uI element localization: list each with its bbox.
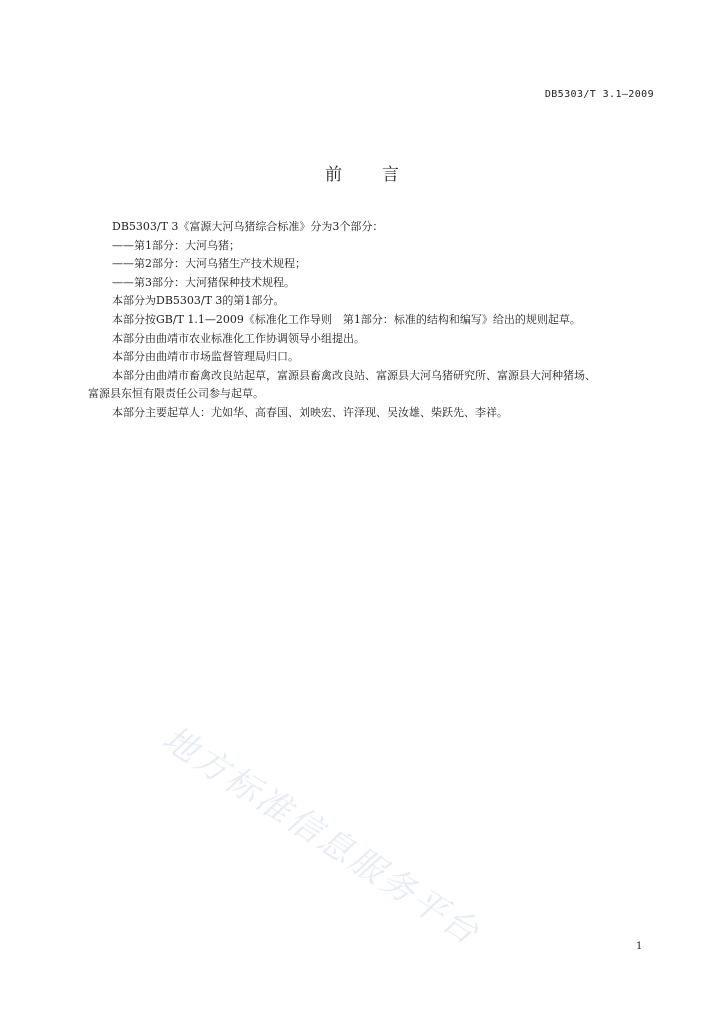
foreword-body xyxy=(88,218,668,423)
title-char-2: 言 xyxy=(382,165,399,185)
paragraph: 本部分由曲靖市畜禽改良站起草，富源县畜禽改良站、富源县大河乌猪研究所、富源县大河种猪场、 xyxy=(112,368,596,382)
watermark: 地方标准信息服务平台 xyxy=(155,718,488,954)
paragraph: DB5303/T 3《富源大河乌猪综合标准》分为3个部分： xyxy=(112,220,384,233)
page-title xyxy=(0,160,724,185)
paragraph: 本部分按GB/T 1.1—2009《标准化工作导则 第1部分：标准的结构和编写》给出的规则起草。 xyxy=(112,312,581,326)
document-code: DB5303/T 3.1—2009 xyxy=(544,89,654,100)
list-item: ——第3部分：大河猪保种技术规程。 xyxy=(112,275,295,289)
title-char-1: 前 xyxy=(325,165,342,185)
paragraph: 本部分主要起草人：尤如华、高春国、刘映宏、许泽现、吴汝雄、柴跃先、李祥。 xyxy=(112,405,508,419)
paragraph: 本部分由曲靖市市场监督管理局归口。 xyxy=(112,350,299,364)
page-number: 1 xyxy=(636,941,643,952)
paragraph-continuation: 富源县东恒有限责任公司参与起草。 xyxy=(88,387,264,401)
list-item: ——第2部分：大河乌猪生产技术规程； xyxy=(112,257,306,271)
paragraph: 本部分由曲靖市农业标准化工作协调领导小组提出。 xyxy=(112,331,365,345)
paragraph: 本部分为DB5303/T 3的第1部分。 xyxy=(112,294,285,308)
list-item: ——第1部分：大河乌猪； xyxy=(112,238,240,252)
